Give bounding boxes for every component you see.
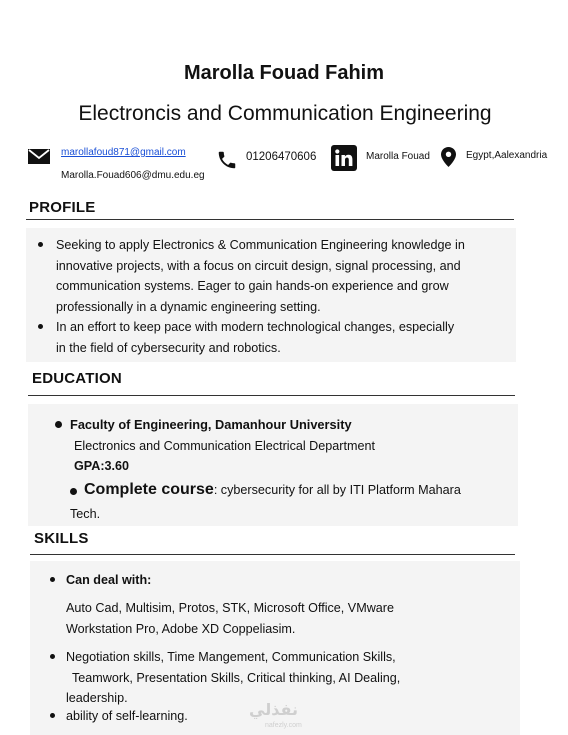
bullet-icon	[38, 324, 43, 329]
tools-line: Workstation Pro, Adobe XD Coppeliasim.	[66, 621, 296, 636]
watermark-site: nafezly.com	[265, 722, 302, 729]
profile-line: Seeking to apply Electronics & Communication Engineering knowledge in	[56, 238, 465, 252]
candidate-title: Electroncis and Communication Engineering	[78, 102, 492, 125]
soft-line: Negotiation skills, Time Mangement, Communication Skills,	[66, 650, 396, 664]
location: Egypt,Aalexandria	[466, 150, 548, 161]
linkedin-icon[interactable]	[331, 145, 357, 171]
profile-line: In an effort to keep pace with modern technological changes, especially	[56, 320, 455, 334]
bullet-icon	[50, 713, 55, 718]
email-primary-link[interactable]: marollafoud871@gmail.com	[61, 147, 186, 158]
phone-number: 01206470606	[246, 151, 317, 163]
faculty: Faculty of Engineering, Damanhour University	[70, 417, 352, 432]
email-secondary: Marolla.Fouad606@dmu.edu.eg	[61, 170, 205, 181]
gpa: GPA:3.60	[74, 459, 130, 473]
deal-label: Can deal with:	[66, 573, 152, 587]
self-learning: ability of self-learning.	[66, 709, 188, 723]
candidate-name: Marolla Fouad Fahim	[183, 62, 385, 84]
course-label: Complete course	[84, 481, 214, 498]
profile-line: professionally in a dynamic engineering setting.	[56, 299, 321, 314]
profile-line: communication systems. Eager to gain hands-on experience and grow	[56, 279, 449, 293]
tools-list	[66, 598, 394, 639]
soft-line: Teamwork, Presentation Skills, Critical thinking, AI Dealing,	[72, 670, 401, 685]
education-section	[28, 404, 518, 526]
profile-divider	[26, 219, 514, 220]
bullet-icon	[50, 654, 55, 659]
phone-icon	[216, 149, 238, 171]
profile-bullet-1	[56, 235, 516, 317]
soft-skills	[66, 647, 400, 709]
course-line	[84, 480, 461, 501]
bullet-icon	[50, 577, 55, 582]
profile-bullet-2	[56, 317, 516, 358]
profile-line: in the field of cybersecurity and robotics.	[56, 340, 281, 355]
bullet-icon	[55, 421, 62, 428]
profile-heading: PROFILE	[29, 199, 96, 216]
profile-section	[26, 228, 516, 362]
mail-icon	[28, 149, 50, 164]
education-heading: EDUCATION	[32, 370, 122, 387]
skills-divider	[30, 554, 515, 555]
tools-line: Auto Cad, Multisim, Protos, STK, Microsoft Office, VMware	[66, 601, 394, 615]
course-text-2: Tech.	[70, 507, 101, 521]
soft-line: leadership.	[66, 691, 128, 705]
profile-line: innovative projects, with a focus on circuit design, signal processing, and	[56, 258, 461, 273]
bullet-icon	[38, 242, 43, 247]
department: Electronics and Communication Electrical Department	[74, 439, 375, 453]
education-divider	[28, 395, 515, 396]
watermark-logo: نفذلي	[249, 702, 298, 719]
skills-heading: SKILLS	[34, 530, 89, 547]
location-pin-icon	[441, 147, 456, 167]
bullet-icon	[70, 488, 77, 495]
course-text: : cybersecurity for all by ITI Platform Mahara	[213, 483, 461, 497]
linkedin-name: Marolla Fouad	[366, 151, 430, 162]
